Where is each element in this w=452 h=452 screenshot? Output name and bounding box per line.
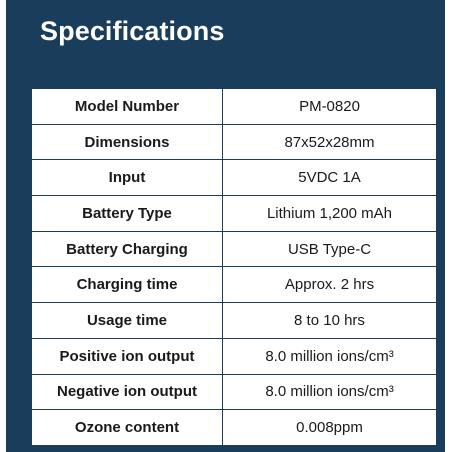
spec-label: Dimensions xyxy=(32,124,223,160)
spec-label: Positive ion output xyxy=(32,338,223,374)
spec-value: 0.008ppm xyxy=(223,410,437,446)
table-row xyxy=(32,196,437,232)
table-row xyxy=(32,374,437,410)
specifications-panel xyxy=(6,0,445,452)
table-row xyxy=(32,231,437,267)
spec-label: Ozone content xyxy=(32,410,223,446)
spec-value: 8.0 million ions/cm³ xyxy=(223,338,437,374)
spec-label: Negative ion output xyxy=(32,374,223,410)
specifications-table xyxy=(31,88,437,446)
page-title: Specifications xyxy=(40,16,225,46)
table-row xyxy=(32,410,437,446)
spec-label: Model Number xyxy=(32,89,223,125)
spec-value: Approx. 2 hrs xyxy=(223,267,437,303)
spec-value: 87x52x28mm xyxy=(223,124,437,160)
spec-label: Battery Type xyxy=(32,196,223,232)
table-row xyxy=(32,267,437,303)
spec-value: PM-0820 xyxy=(223,89,437,125)
spec-label: Input xyxy=(32,160,223,196)
table-row xyxy=(32,338,437,374)
table-row xyxy=(32,160,437,196)
spec-value: 5VDC 1A xyxy=(223,160,437,196)
table-row xyxy=(32,124,437,160)
spec-label: Charging time xyxy=(32,267,223,303)
table-row xyxy=(32,303,437,339)
spec-label: Battery Charging xyxy=(32,231,223,267)
spec-value: 8.0 million ions/cm³ xyxy=(223,374,437,410)
spec-value: 8 to 10 hrs xyxy=(223,303,437,339)
spec-value: USB Type-C xyxy=(223,231,437,267)
spec-value: Lithium 1,200 mAh xyxy=(223,196,437,232)
table-row xyxy=(32,89,437,125)
spec-label: Usage time xyxy=(32,303,223,339)
